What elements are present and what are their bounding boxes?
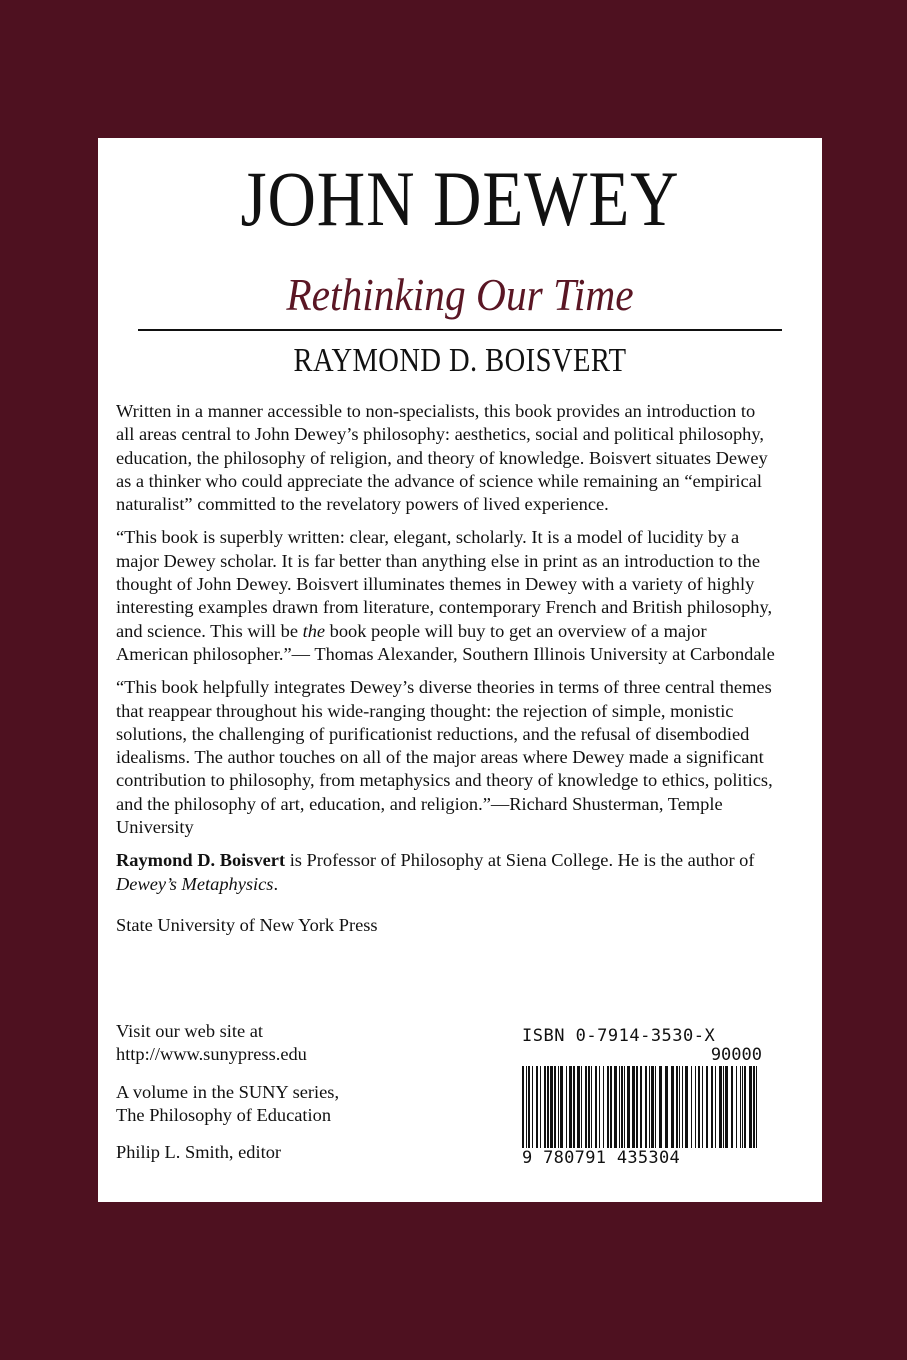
isbn-barcode [522,1026,762,1168]
title-divider [138,329,782,331]
ean-number: 9 780791 435304 [522,1148,681,1168]
book-subtitle: Rethinking Our Time [286,269,634,320]
price-code: 90000 [710,1045,762,1065]
author-bio-text: is Professor of Philosophy at Siena College. He is the author of [285,850,755,871]
author-bio [116,849,776,896]
blurb-alexander-emphasis: the [302,620,326,641]
body-text [116,400,776,947]
publisher-info [116,1020,436,1178]
website-url[interactable]: http://www.sunypress.edu [116,1044,307,1065]
website-label: Visit our web site at [116,1021,264,1041]
blurb-alexander-text-end: book people will buy to get an overview of a major American philosopher.”— Thomas Alexander, Southern Illinois University at Carbondale [116,620,775,664]
series-line-2: The Philosophy of Education [116,1104,332,1125]
book-title: JOHN DEWEY [240,155,680,242]
series-editor: Philip L. Smith, editor [116,1142,282,1163]
blurb-shusterman: “This book helpfully integrates Dewey’s diverse theories in terms of three central themes that reappear throughout his wide-ranging thought: the rejection of simple, monistic solutions, the challenging of purificationist reductions, and the refusal of disembodied idealisms. The author touches on all of the major areas where Dewey made a significant contribution to philosophy, from metaphysics and theory of knowledge to ethics, politics, and the philosophy of art, education, and religion.”—Richard Shusterman, Temple University [116,677,773,838]
author-bio-end: . [273,873,279,894]
description-paragraph: Written in a manner accessible to non-specialists, this book provides an introduction to all areas central to John Dewey’s philosophy: aesthetics, social and political philosophy, education, the philosophy of religion, and theory of knowledge. Boisvert situates Dewey as a thinker who could appreciate the advance of science while remaining an “empirical naturalist” committed to the revelatory powers of lived experience. [116,401,768,515]
author-bio-book: Dewey’s Metaphysics [116,873,274,894]
back-cover-panel [98,138,822,1202]
book-author: RAYMOND D. BOISVERT [293,342,627,379]
website-block [116,1020,436,1067]
barcode-bars [522,1066,762,1148]
author-bio-name: Raymond D. Boisvert [116,850,286,871]
blurb-alexander [116,526,776,666]
series-block [116,1081,436,1128]
blurb-alexander-text: “This book is superbly written: clear, elegant, scholarly. It is a model of lucidity by a major Dewey scholar. It is far better than anything else in print as an introduction to the thought of John Dewey. Boisvert illuminates themes in Dewey with a variety of highly interesting examples drawn from literature, contemporary French and British philosophy, and science. This will be [116,527,773,641]
isbn-number: ISBN 0-7914-3530-X [522,1026,716,1046]
series-line-1: A volume in the SUNY series, [116,1081,340,1102]
publisher-name: State University of New York Press [116,914,378,935]
